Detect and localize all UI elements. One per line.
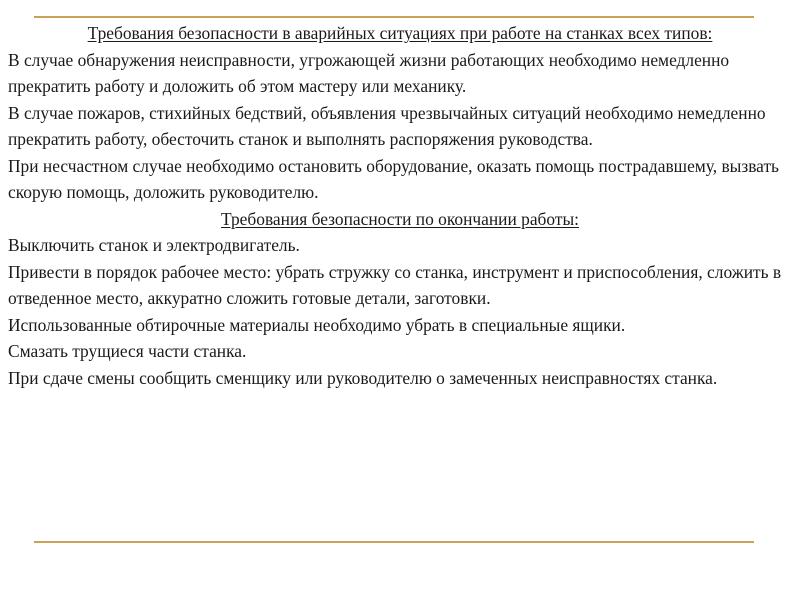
paragraph-lubricate: Смазать трущиеся части станка. xyxy=(8,341,247,361)
bottom-divider xyxy=(34,541,754,543)
slide-content xyxy=(8,20,792,391)
top-divider xyxy=(34,16,754,18)
paragraph-accident: При несчастном случае необходимо остановить оборудование, оказать помощь пострадавшему, вызвать скорую помощь, доложить руководителю. xyxy=(8,155,779,202)
paragraph-wiping-materials: Использованные обтирочные материалы необходимо убрать в специальные ящики. xyxy=(8,314,626,335)
paragraph-tidy-workplace: Привести в порядок рабочее место: убрать стружку со станка, инструмент и приспособления, сложить в отведенное место, аккуратно сложить готовые детали, заготовки. xyxy=(8,261,782,308)
paragraph-malfunction: В случае обнаружения неисправности, угрожающей жизни работающих необходимо немедленно прекратить работу и доложить об этом мастеру или механику. xyxy=(8,49,730,96)
section-heading-end-of-work: Требования безопасности по окончании работы: xyxy=(221,208,579,229)
paragraph-switch-off: Выключить станок и электродвигатель. xyxy=(8,235,300,255)
section-heading-emergency: Требования безопасности в аварийных ситуациях при работе на станках всех типов: xyxy=(87,23,713,43)
paragraph-shift-handover: При сдаче смены сообщить сменщику или руководителю о замеченных неисправностях станка. xyxy=(8,367,718,388)
paragraph-fire-disaster: В случае пожаров, стихийных бедствий, объявления чрезвычайных ситуаций необходимо немедленно прекратить работу, обесточить станок и выполнять распоряжения руководства. xyxy=(8,102,766,149)
